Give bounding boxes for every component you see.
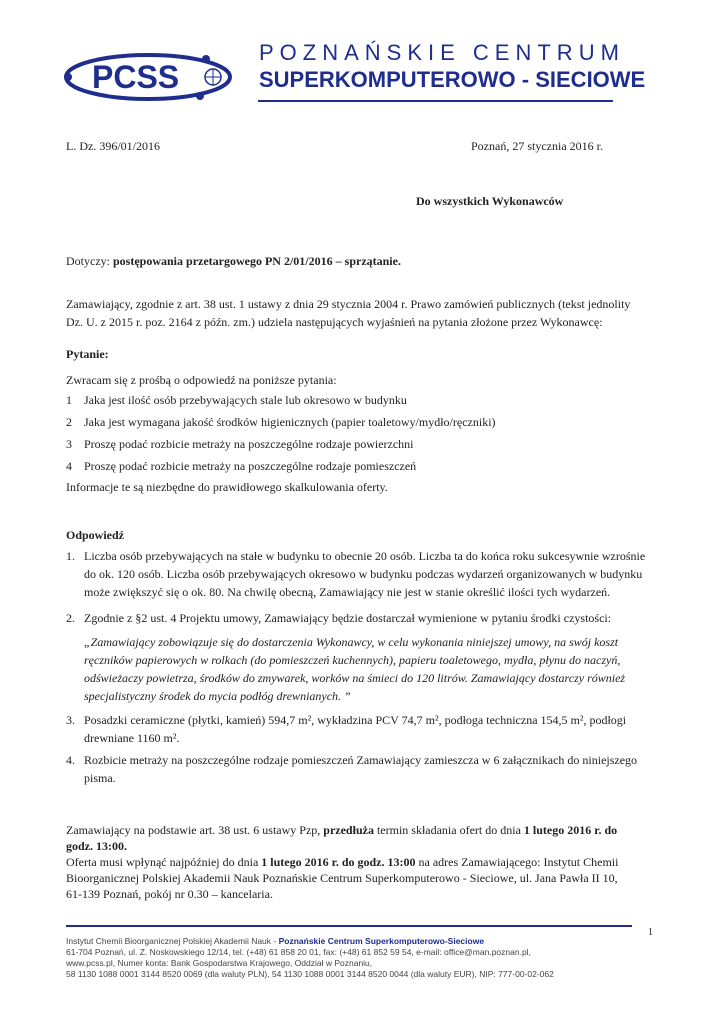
question-closing: Informacje te są niezbędne do prawidłowego skalkulowania oferty.: [66, 480, 388, 494]
subject-title: postępowania przetargowego PN 2/01/2016 – sprzątanie.: [113, 254, 401, 268]
question-lead: Zwracam się z prośbą o odpowiedź na poniższe pytania:: [66, 373, 337, 387]
answer-2-quote: „Zamawiający zobowiązuje się do dostarczenia Wykonawcy, w celu wykonania niniejszej umowy, na swój koszt: [84, 635, 619, 649]
header-divider: [258, 100, 613, 102]
text-run: Zamawiający na podstawie art. 38 ust. 6 ustawy Pzp,: [66, 823, 324, 837]
org-name-line1: POZNAŃSKIE CENTRUM: [259, 40, 625, 65]
answer-number: 3.: [66, 713, 75, 727]
extension-line: Bioorganicznej Polskiej Akademii Nauk Poznańskie Centrum Superkomputerowo - Sieciowe, ul. Jana Pawła II 10,: [66, 871, 618, 885]
page-number: 1: [648, 927, 653, 938]
question-item: Proszę podać rozbicie metraży na poszczególne rodzaje powierzchni: [84, 437, 414, 451]
text-run: Instytut Chemii Bioorganicznej Polskiej Akademii Nauk -: [66, 936, 279, 946]
question-item: Jaka jest ilość osób przebywających stale lub okresowo w budynku: [84, 393, 407, 407]
text-run: Oferta musi wpłynąć najpóźniej do dnia: [66, 855, 262, 869]
subject-prefix: Dotyczy:: [66, 254, 113, 268]
text-run-bold: przedłuża: [323, 823, 374, 837]
answer-1-line: może zwiększyć się o ok. 80. Na chwilę obecną, Zamawiający nie jest w stanie określić ilości tych wydarzeń.: [84, 585, 611, 599]
question-heading: Pytanie:: [66, 347, 109, 361]
answer-2-line: Zgodnie z §2 ust. 4 Projektu umowy, Zamawiający będzie dostarczał wymienione w pytaniu środki czystości:: [84, 611, 612, 625]
reference-number: L. Dz. 396/01/2016: [66, 139, 160, 153]
text-run: termin składania ofert do dnia: [373, 823, 524, 837]
question-number: 1: [66, 393, 72, 407]
answer-1-line: do ok. 120 osób. Liczba osób przebywających okresowo w budynku podczas wydarzeń organizowanych w budynku: [84, 567, 643, 581]
question-number: 3: [66, 437, 72, 451]
pcss-logo: [58, 46, 238, 110]
intro-line-1: Zamawiający, zgodnie z art. 38 ust. 1 ustawy z dnia 29 stycznia 2004 r. Prawo zamówień publicznych (tekst jednolity: [66, 297, 631, 311]
extension-line: [66, 838, 127, 854]
place-date: Poznań, 27 stycznia 2016 r.: [471, 139, 603, 153]
answer-4-line: pisma.: [84, 771, 116, 785]
footer-line: 58 1130 1088 0001 3144 8520 0069 (dla waluty PLN), 54 1130 1088 0001 3144 8520 0044 (dla waluty EUR), NIP: 777-00-02-062: [66, 969, 554, 979]
question-item: Proszę podać rozbicie metraży na poszczególne rodzaje pomieszczeń: [84, 459, 417, 473]
footer-line: www.pcss.pl, Numer konta: Bank Gospodarstwa Krajowego, Oddział w Poznaniu,: [66, 958, 373, 968]
answer-2-quote: specjalistyczny środek do mycia podłóg drewnianych. ”: [84, 689, 351, 703]
answer-1-line: Liczba osób przebywających na stałe w budynku to obecnie 20 osób. Liczba ta do końca roku sukcesywnie wzrośnie: [84, 549, 646, 563]
answer-number: 2.: [66, 611, 75, 625]
answer-number: 1.: [66, 549, 75, 563]
question-number: 4: [66, 459, 72, 473]
extension-line: [66, 854, 618, 870]
question-number: 2: [66, 415, 72, 429]
answer-4-line: Rozbicie metraży na poszczególne rodzaje pomieszczeń Zamawiający zamieszcza w 6 załącznikach do niniejszego: [84, 753, 638, 767]
question-item: Jaka jest wymagana jakość środków higienicznych (papier toaletowy/mydło/ręczniki): [84, 415, 496, 429]
answer-3-line: drewniane 1160 m².: [84, 731, 180, 745]
text-run-bold: Poznańskie Centrum Superkomputerowo-Sieciowe: [278, 936, 485, 946]
extension-line: [66, 822, 617, 838]
text-run-bold: 1 lutego 2016 r. do: [523, 823, 618, 837]
answer-heading: Odpowiedź: [66, 528, 125, 542]
addressee: Do wszystkich Wykonawców: [416, 194, 564, 208]
footer-divider: [66, 925, 632, 927]
text-run: na adres Zamawiającego: Instytut Chemii: [415, 855, 619, 869]
logo-text: PCSS: [92, 59, 180, 95]
subject-line: [66, 253, 401, 269]
answer-3-line: Posadzki ceramiczne (płytki, kamień) 594,7 m², wykładzina PCV 74,7 m², podłoga techniczna 154,5 m², podłogi: [84, 713, 627, 727]
text-run-bold: .: [124, 839, 127, 853]
org-name-line2: SUPERKOMPUTEROWO - SIECIOWE: [259, 67, 646, 92]
text-run-bold: godz. 13:00: [66, 839, 124, 853]
answer-number: 4.: [66, 753, 75, 767]
footer-line: 61-704 Poznań, ul. Z. Noskowskiego 12/14, tel. (+48) 61 858 20 01, fax: (+48) 61 852 59 54, e-mail: office@man.poznan.pl,: [66, 947, 531, 957]
extension-line: 61-139 Poznań, pokój nr 0.30 – kancelaria.: [66, 887, 273, 901]
text-run-bold: 1 lutego 2016 r. do godz. 13:00: [261, 855, 416, 869]
footer-line: [66, 936, 484, 947]
answer-2-quote: odświeżaczy powietrza, środków do zmywarek, worków na śmieci do 120 litrów. Zamawiający dostarczy również: [84, 671, 626, 685]
intro-line-2: Dz. U. z 2015 r. poz. 2164 z późn. zm.) udziela następujących wyjaśnień na pytania złożone przez Wykonawcę:: [66, 315, 603, 329]
answer-2-quote: ręczników papierowych w rolkach (do pomieszczeń kuchennych), papieru toaletowego, mydła, płynu do naczyń,: [84, 653, 621, 667]
